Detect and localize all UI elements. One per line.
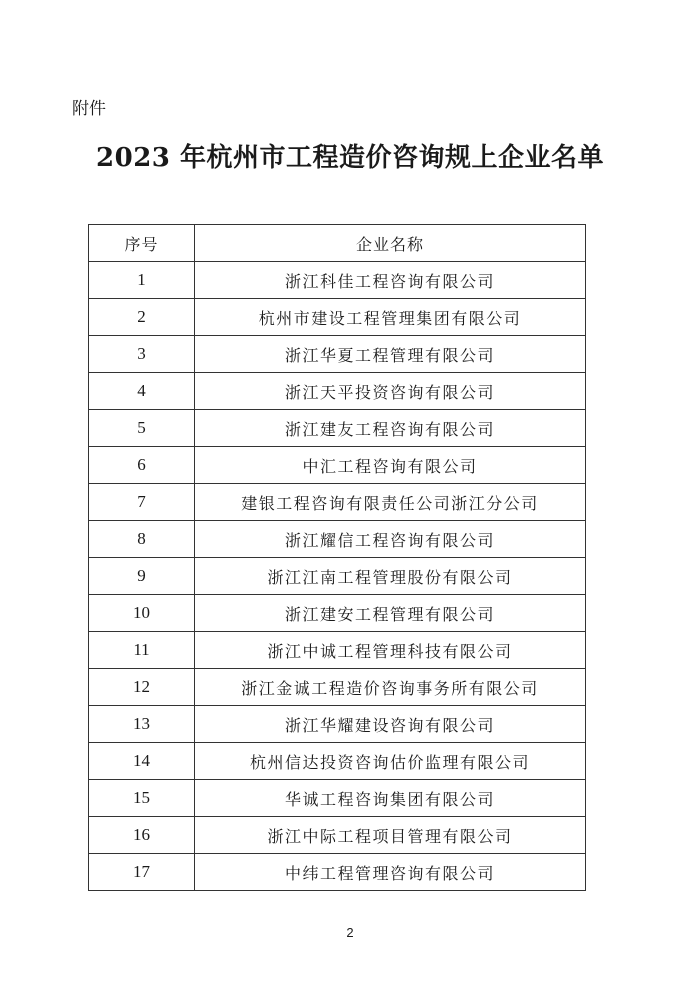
row-company-name: 浙江建友工程咨询有限公司 [195,410,586,447]
table-row [89,336,586,373]
row-company-name: 浙江金诚工程造价咨询事务所有限公司 [195,669,586,706]
row-company-name: 浙江中际工程项目管理有限公司 [195,817,586,854]
row-seq: 9 [89,558,195,595]
row-company-name: 杭州信达投资咨询估价监理有限公司 [195,743,586,780]
table-row [89,299,586,336]
table-row [89,595,586,632]
row-company-name: 浙江建安工程管理有限公司 [195,595,586,632]
company-list-table [88,224,586,891]
table-row [89,780,586,817]
row-seq: 4 [89,373,195,410]
row-seq: 12 [89,669,195,706]
row-company-name: 中纬工程管理咨询有限公司 [195,854,586,891]
row-seq: 10 [89,595,195,632]
row-company-name: 浙江中诚工程管理科技有限公司 [195,632,586,669]
table-row [89,262,586,299]
table-row [89,521,586,558]
row-seq: 5 [89,410,195,447]
row-company-name: 中汇工程咨询有限公司 [195,447,586,484]
table-row [89,854,586,891]
row-company-name: 浙江江南工程管理股份有限公司 [195,558,586,595]
row-seq: 17 [89,854,195,891]
row-seq: 6 [89,447,195,484]
page-number: 2 [346,925,354,940]
row-seq: 3 [89,336,195,373]
row-company-name: 浙江华耀建设咨询有限公司 [195,706,586,743]
table-row [89,632,586,669]
row-company-name: 浙江天平投资咨询有限公司 [195,373,586,410]
row-company-name: 浙江华夏工程管理有限公司 [195,336,586,373]
document-title: 2023 年杭州市工程造价咨询规上企业名单 [96,143,604,173]
table-row [89,669,586,706]
table-header-row [89,225,586,262]
row-seq: 1 [89,262,195,299]
attachment-label: 附件 [72,99,106,119]
row-seq: 16 [89,817,195,854]
row-seq: 14 [89,743,195,780]
row-seq: 13 [89,706,195,743]
row-seq: 11 [89,632,195,669]
row-company-name: 浙江耀信工程咨询有限公司 [195,521,586,558]
table-row [89,373,586,410]
row-seq: 15 [89,780,195,817]
table-row [89,743,586,780]
row-company-name: 杭州市建设工程管理集团有限公司 [195,299,586,336]
table-row [89,817,586,854]
table-row [89,706,586,743]
table-row [89,484,586,521]
table-row [89,447,586,484]
table-row [89,558,586,595]
header-company-name: 企业名称 [195,225,586,262]
row-seq: 2 [89,299,195,336]
row-seq: 8 [89,521,195,558]
header-seq: 序号 [89,225,195,262]
table-row [89,410,586,447]
row-company-name: 浙江科佳工程咨询有限公司 [195,262,586,299]
row-company-name: 华诚工程咨询集团有限公司 [195,780,586,817]
row-company-name: 建银工程咨询有限责任公司浙江分公司 [195,484,586,521]
row-seq: 7 [89,484,195,521]
